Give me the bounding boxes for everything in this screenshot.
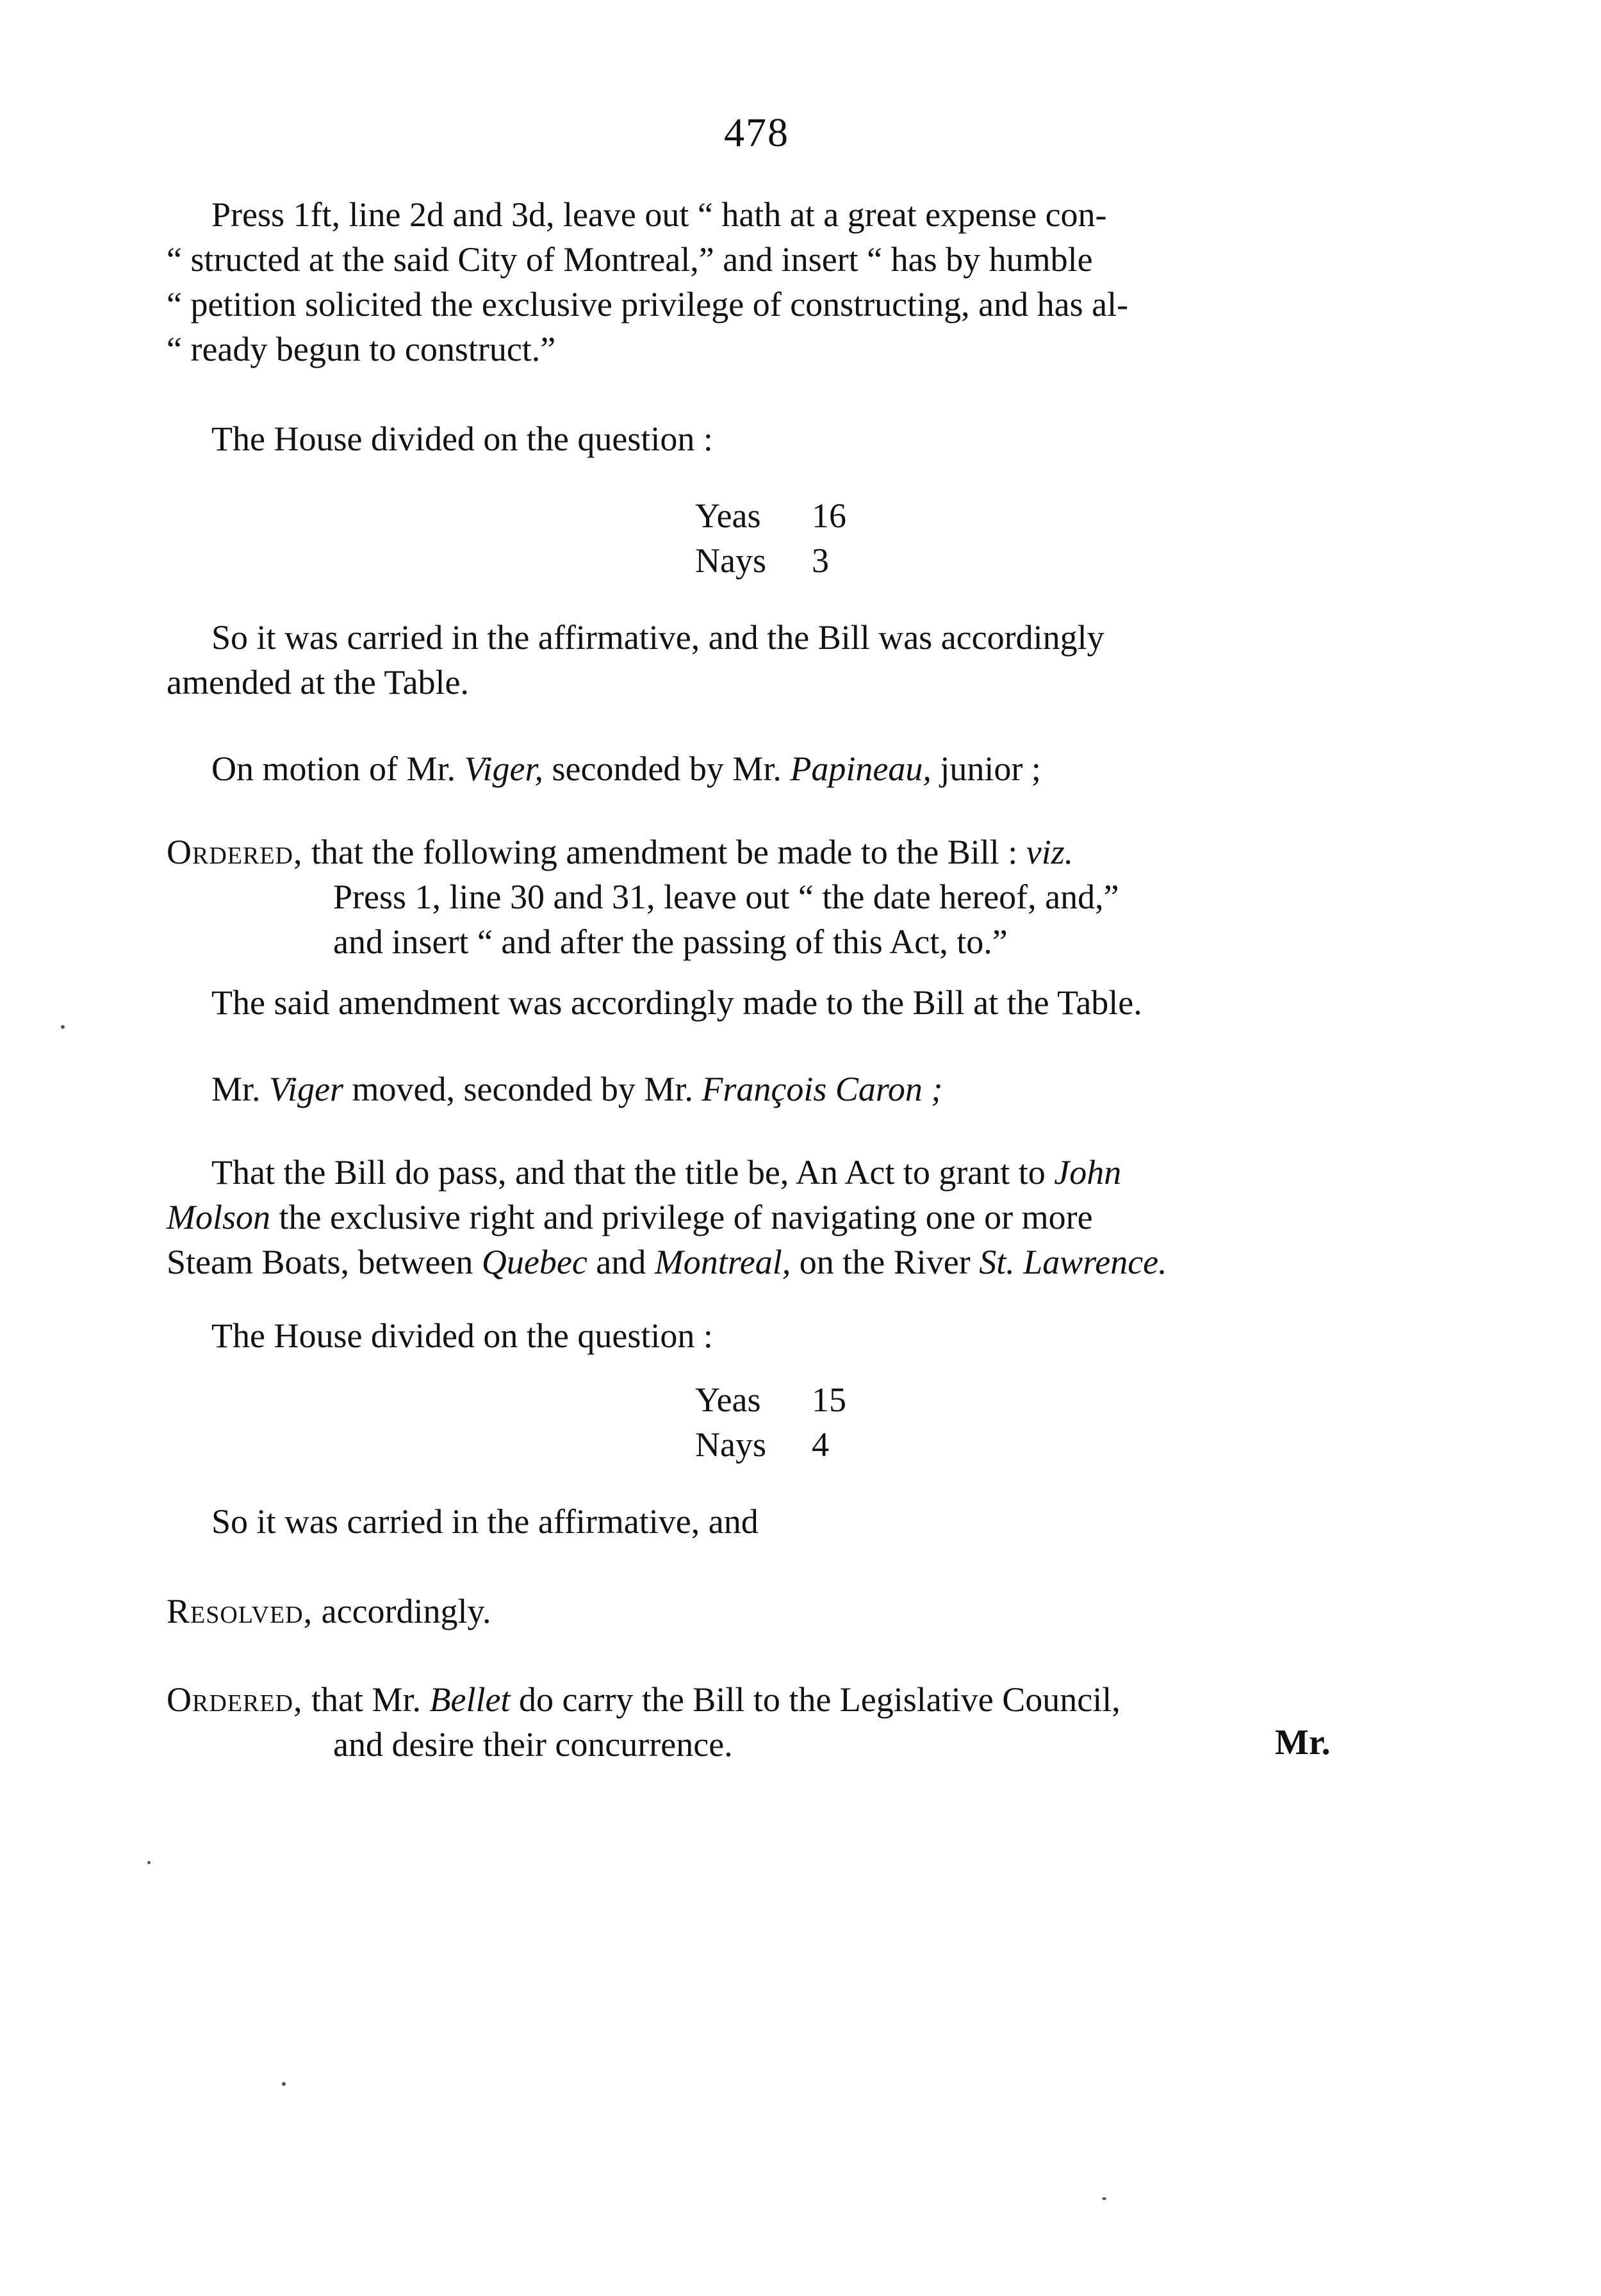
motion-mid: seconded by Mr. <box>552 750 782 788</box>
ordered-text: that the following amendment be made to the Bill : <box>311 833 1018 871</box>
paper-speck <box>61 1025 65 1029</box>
text-line: So it was carried in the affirmative, and <box>211 1502 759 1541</box>
text-segment: and <box>596 1243 646 1281</box>
resolved-paragraph <box>167 1589 1384 1634</box>
viz-label: viz. <box>1026 833 1074 871</box>
moved-paragraph <box>167 1067 1384 1111</box>
ordered-council-paragraph <box>167 1677 1384 1767</box>
affirmative-paragraph-2 <box>167 1499 1384 1544</box>
moved-prefix: Mr. <box>211 1070 261 1108</box>
text-line: The House divided on the question : <box>211 420 713 458</box>
text-line: “ structed at the said City of Montreal,” and insert “ has by humble <box>167 240 1093 279</box>
catchword: Mr. <box>1275 1723 1331 1762</box>
resolved-text: accordingly. <box>321 1592 491 1630</box>
place-name: Quebec <box>481 1243 587 1281</box>
nays-label: Nays <box>695 541 766 580</box>
text-line: and insert “ and after the passing of this Act, to.” <box>333 922 1008 961</box>
paper-speck <box>147 1861 151 1864</box>
text-line <box>167 830 1384 874</box>
text-segment: That the Bill do pass, and that the title be, An Act to grant to <box>211 1153 1046 1192</box>
place-name: St. Lawrence. <box>979 1243 1167 1281</box>
division-paragraph-2 <box>167 1313 1384 1358</box>
mover-name: Viger, <box>464 750 543 788</box>
text-line <box>167 1195 1384 1240</box>
vote-tally-2 <box>695 1377 846 1467</box>
resolved-label: Resolved, <box>167 1592 313 1630</box>
text-segment: do carry the Bill to the Legislative Council, <box>518 1680 1121 1719</box>
text-line: amended at the Table. <box>167 663 470 701</box>
text-line: The House divided on the question : <box>211 1316 713 1355</box>
text-line <box>167 1240 1384 1284</box>
nays-count: 4 <box>812 1425 829 1464</box>
amendment-made-paragraph <box>167 980 1384 1025</box>
page-number: 478 <box>724 110 789 155</box>
vote-tally-1 <box>695 493 846 583</box>
text-line: So it was carried in the affirmative, and the Bill was accordingly <box>211 618 1104 657</box>
text-line <box>167 1150 1384 1195</box>
ordered-amendment-paragraph <box>167 830 1384 964</box>
text-line: “ petition solicited the exclusive privilege of constructing, and has al- <box>167 285 1129 324</box>
text-line <box>167 1589 1384 1634</box>
nays-count: 3 <box>812 541 829 580</box>
motion-suffix: junior ; <box>940 750 1041 788</box>
yeas-label: Yeas <box>695 496 761 535</box>
ordered-label: Ordered, <box>167 833 303 871</box>
nays-label: Nays <box>695 1425 766 1464</box>
seconder-name: François Caron ; <box>702 1070 943 1108</box>
division-paragraph <box>167 416 1384 461</box>
yeas-count: 15 <box>812 1381 846 1419</box>
paper-speck <box>282 2082 286 2086</box>
moved-mid: moved, seconded by Mr. <box>352 1070 693 1108</box>
text-line <box>167 746 1384 791</box>
person-name: John <box>1054 1153 1122 1192</box>
text-line: The said amendment was accordingly made to the Bill at the Table. <box>211 983 1142 1022</box>
text-line: “ ready begun to construct.” <box>167 330 556 368</box>
amendment-paragraph <box>167 192 1384 372</box>
mover-name: Viger <box>269 1070 343 1108</box>
motion-paragraph <box>167 746 1384 791</box>
seconder-name: Papineau, <box>790 750 932 788</box>
paper-speck <box>1102 2197 1106 2200</box>
text-segment: the exclusive right and privilege of navigating one or more <box>279 1198 1093 1236</box>
affirmative-paragraph <box>167 615 1384 705</box>
yeas-label: Yeas <box>695 1381 761 1419</box>
place-name: Montreal, <box>654 1243 791 1281</box>
text-line: Press 1ft, line 2d and 3d, leave out “ hath at a great expense con- <box>211 195 1107 234</box>
text-line: Press 1, line 30 and 31, leave out “ the date hereof, and,” <box>333 878 1119 916</box>
text-segment: that Mr. <box>311 1680 421 1719</box>
text-line <box>167 1067 1384 1111</box>
ordered-label: Ordered, <box>167 1680 303 1719</box>
text-line: and desire their concurrence. <box>333 1725 733 1764</box>
person-name: Molson <box>167 1198 270 1236</box>
motion-prefix: On motion of Mr. <box>211 750 456 788</box>
text-segment: on the River <box>799 1243 971 1281</box>
yeas-count: 16 <box>812 496 846 535</box>
bill-title-paragraph <box>167 1150 1384 1284</box>
person-name: Bellet <box>429 1680 511 1719</box>
text-line <box>167 1677 1384 1722</box>
text-segment: Steam Boats, between <box>167 1243 473 1281</box>
